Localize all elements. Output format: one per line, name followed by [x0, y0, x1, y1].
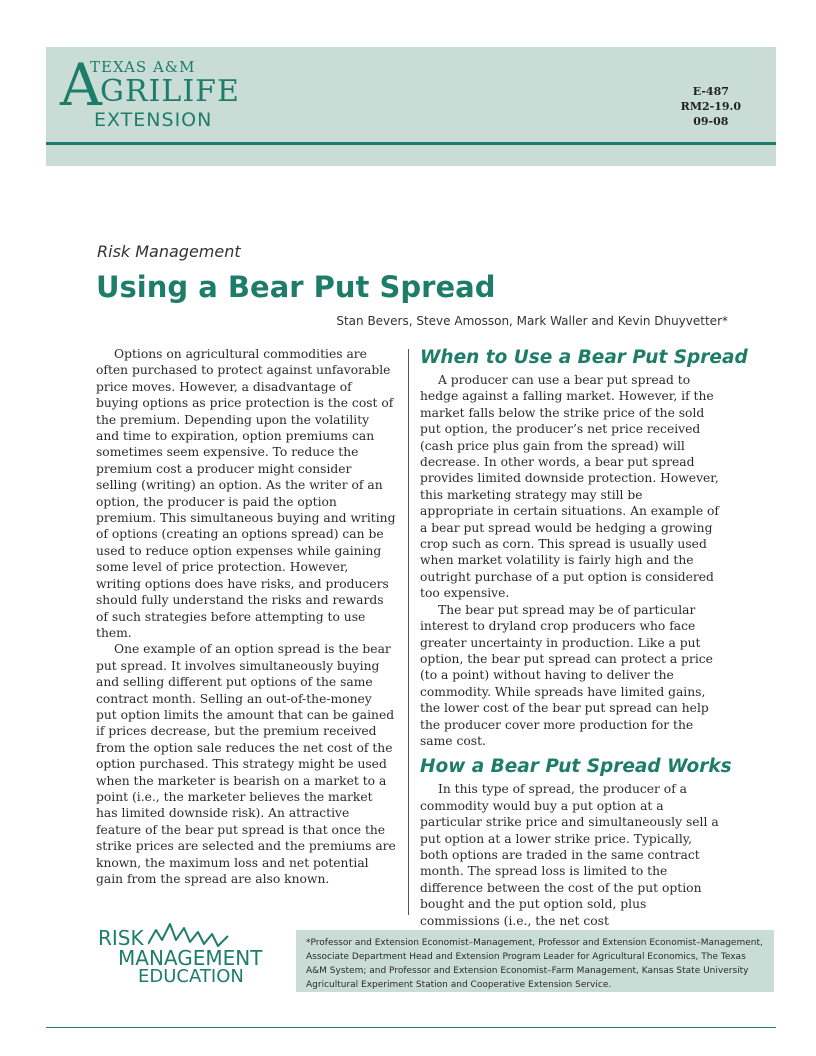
- logo-extension: EXTENSION: [94, 109, 213, 131]
- doc-code-series: RM2-19.0: [680, 100, 741, 113]
- authors: Stan Bevers, Steve Amosson, Mark Waller and Kevin Dhuyvetter*: [336, 314, 728, 328]
- page-title: Using a Bear Put Spread: [96, 270, 496, 304]
- risk-management-education-logo: [96, 920, 286, 990]
- doc-codes: [681, 84, 741, 129]
- series-label: Risk Management: [97, 242, 241, 261]
- paragraph: A producer can use a bear put spread to hedge against a falling market. However, if the market falls below the strike price of the sold put option, the producer’s net price received (cash price plus gain from the spread) will decrease. In other words, a bear put spread provides limited downside protection. However, this marketing strategy may still be appropriate in certain situations. An example of a bear put spread would be hedging a growing crop such as corn. This spread is usually used when market volatility is fairly high and the outright purchase of a put option is considered too expensive.: [420, 373, 719, 601]
- bottom-rule: [46, 1027, 776, 1028]
- section-heading: When to Use a Bear Put Spread: [420, 347, 748, 368]
- right-column: [420, 346, 748, 929]
- author-footnote: *Professor and Extension Economist–Management, Professor and Extension Economist–Management, Associate Department Head and Extension Program Leader for Agricultural Economics, The Texas A&M System; and Professor and Extension Economist–Farm Management, Kansas State University Agricultural Experiment Station and Cooperative Extension Service.: [296, 930, 774, 992]
- paragraph: One example of an option spread is the bear put spread. It involves simultaneously buying and selling different put options of the same contract month. Selling an out-of-the-money put option limits the amount that can be gained if prices decrease, but the premium received from the option sale reduces the net cost of the option purchased. This strategy might be used when the marketer is bearish on a market to a point (i.e., the marketer believes the market has limited downside risk). An attractive feature of the bear put spread is that once the strike prices are selected and the premiums are known, the maximum loss and net potential gain from the spread are also known.: [96, 642, 396, 886]
- paragraph: Options on agricultural commodities are often purchased to protect against unfavorable price moves. However, a disadvantage of buying options as price protection is the cost of the premium. Depending upon the volatility and time to expiration, option premiums can sometimes seem expensive. To reduce the premium cost a producer might consider selling (writing) an option. As the writer of an option, the producer is paid the option premium. This simultaneous buying and writing of options (creating an options spread) can be used to reduce option expenses while gaining some level of price protection. However, writing options does have risks, and producers should fully understand the risks and rewards of such strategies before attempting to use them.: [96, 347, 396, 640]
- rme-line1: RISK: [98, 926, 144, 950]
- rme-line2: MANAGEMENT: [118, 946, 263, 970]
- column-divider: [408, 349, 409, 915]
- doc-code-publication: E-487: [692, 85, 729, 98]
- rme-line3: EDUCATION: [138, 966, 244, 987]
- paragraph: In this type of spread, the producer of a commodity would buy a put option at a particular strike price and simultaneously sell a put option at a lower strike price. Typically, both options are traded in the same contract month. The spread loss is limited to the difference between the cost of the put option bought and the put option sold, plus commissions (i.e., the net cost: [420, 782, 719, 928]
- logo-agrilife: GRILIFE: [100, 74, 240, 109]
- header-strip: [46, 145, 776, 166]
- wave-icon: [148, 922, 258, 948]
- section-heading: How a Bear Put Spread Works: [420, 756, 732, 778]
- logo-initial: A: [60, 51, 102, 119]
- logo-texas-am: TEXAS A&M: [90, 58, 196, 76]
- doc-code-date: 09-08: [693, 115, 729, 128]
- left-column: [96, 346, 396, 887]
- paragraph: The bear put spread may be of particular interest to dryland crop producers who face greater uncertainty in production. Like a put option, the bear put spread can protect a price (to a point) without having to deliver the commodity. While spreads have limited gains, the lower cost of the bear put spread can help the producer cover more production for the same cost.: [420, 602, 713, 748]
